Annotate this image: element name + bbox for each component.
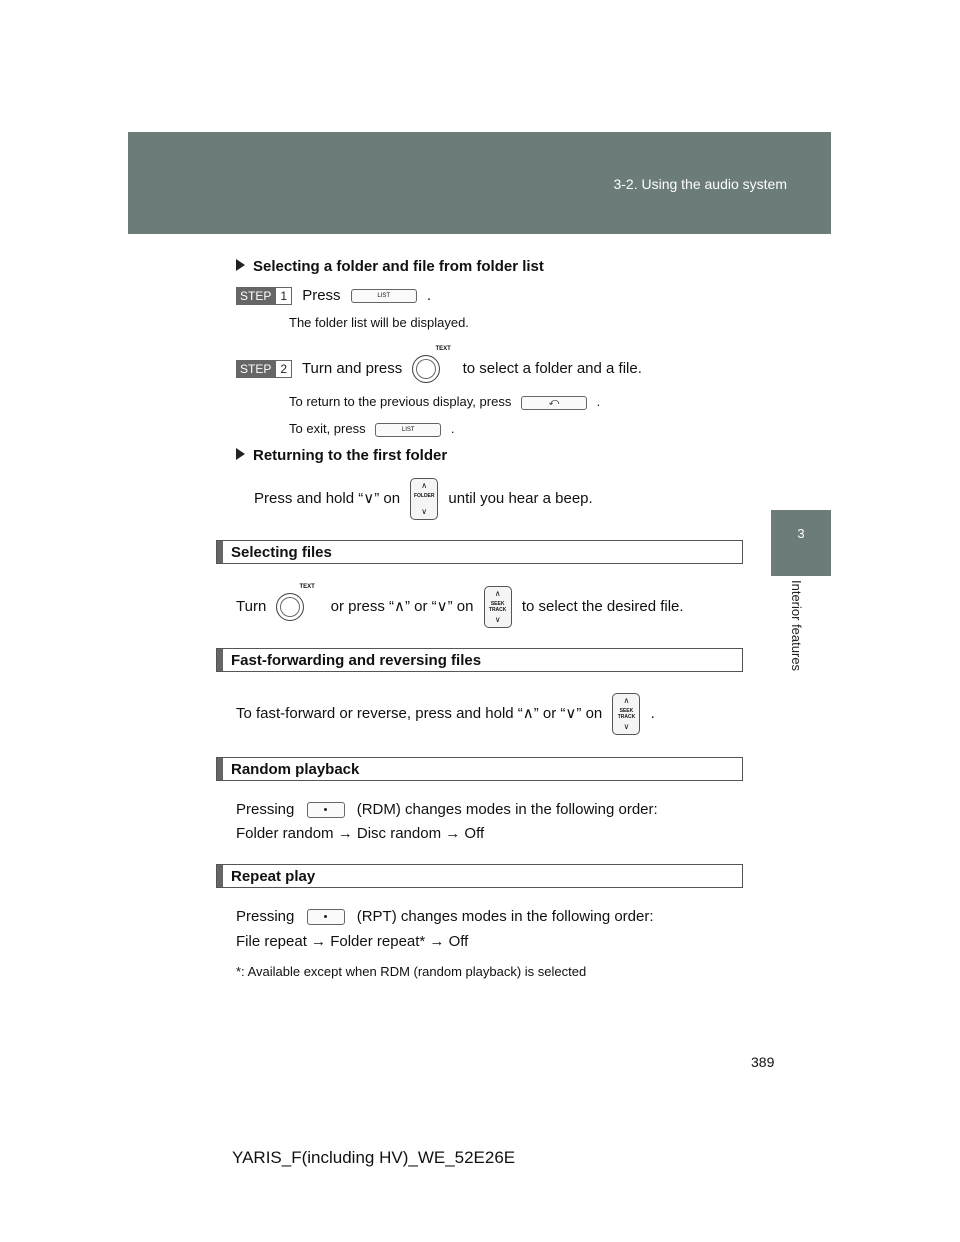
selecting-files-text: Turn TEXT or press “∧” or “∨” on ∧ SEEK TRACK ∨ to select the desired file. xyxy=(236,586,684,628)
step1-note: The folder list will be displayed. xyxy=(289,315,469,330)
repeat-order: File repeat → Folder repeat* → Off xyxy=(236,933,469,950)
repeat-text: Pressing (RPT) changes modes in the following order: xyxy=(236,908,654,925)
section-title: 3-2. Using the audio system xyxy=(613,176,787,192)
chapter-tab xyxy=(771,510,831,576)
step-number: 1 xyxy=(275,287,292,305)
rpt-button-icon xyxy=(307,909,345,925)
section-heading-random: Random playback xyxy=(216,757,743,781)
text-knob-icon: TEXT xyxy=(412,355,440,383)
text-knob-icon: TEXT xyxy=(276,593,304,621)
step2-note-exit: To exit, press LIST . xyxy=(289,421,455,436)
folder-rocker-icon: ∧ FOLDER ∨ xyxy=(410,478,438,520)
step2-note-return: To return to the previous display, press ⤺ . xyxy=(289,394,601,409)
step-badge: STEP xyxy=(236,360,275,378)
step-badge: STEP xyxy=(236,287,275,305)
page-header xyxy=(128,132,831,234)
document-footer: YARIS_F(including HV)_WE_52E26E xyxy=(232,1148,516,1167)
first-folder-text: Press and hold “∨” on ∧ FOLDER ∨ until you hear a beep. xyxy=(254,478,593,520)
bullet-triangle-icon xyxy=(236,448,245,460)
random-text: Pressing (RDM) changes modes in the following order: xyxy=(236,801,658,818)
section-heading-selecting-files: Selecting files xyxy=(216,540,743,564)
bullet-triangle-icon xyxy=(236,259,245,271)
section-heading-fast-forward: Fast-forwarding and reversing files xyxy=(216,648,743,672)
step1-line: STEP 1 Press LIST . xyxy=(236,287,431,305)
page-number: 389 xyxy=(751,1054,775,1070)
fast-forward-text: To fast-forward or reverse, press and hold “∧” or “∨” on ∧ SEEK TRACK ∨ . xyxy=(236,693,655,735)
chapter-number: 3 xyxy=(797,526,805,541)
random-order: Folder random → Disc random → Off xyxy=(236,825,485,842)
back-button-icon: ⤺ xyxy=(521,396,587,410)
repeat-footnote: *: Available except when RDM (random playback) is selected xyxy=(236,964,587,979)
section-heading-repeat: Repeat play xyxy=(216,864,743,888)
folder-list-heading: Selecting a folder and file from folder list xyxy=(236,258,544,275)
list-button-icon: LIST xyxy=(375,423,441,437)
rdm-button-icon xyxy=(307,802,345,818)
list-button-icon: LIST xyxy=(351,289,417,303)
step2-line: STEP 2 Turn and press TEXT to select a folder and a file. xyxy=(236,355,642,383)
seek-track-rocker-icon: ∧ SEEK TRACK ∨ xyxy=(484,586,512,628)
first-folder-heading: Returning to the first folder xyxy=(236,447,447,464)
step-number: 2 xyxy=(275,360,292,378)
seek-track-rocker-icon: ∧ SEEK TRACK ∨ xyxy=(612,693,640,735)
chapter-label: Interior features xyxy=(789,580,804,672)
